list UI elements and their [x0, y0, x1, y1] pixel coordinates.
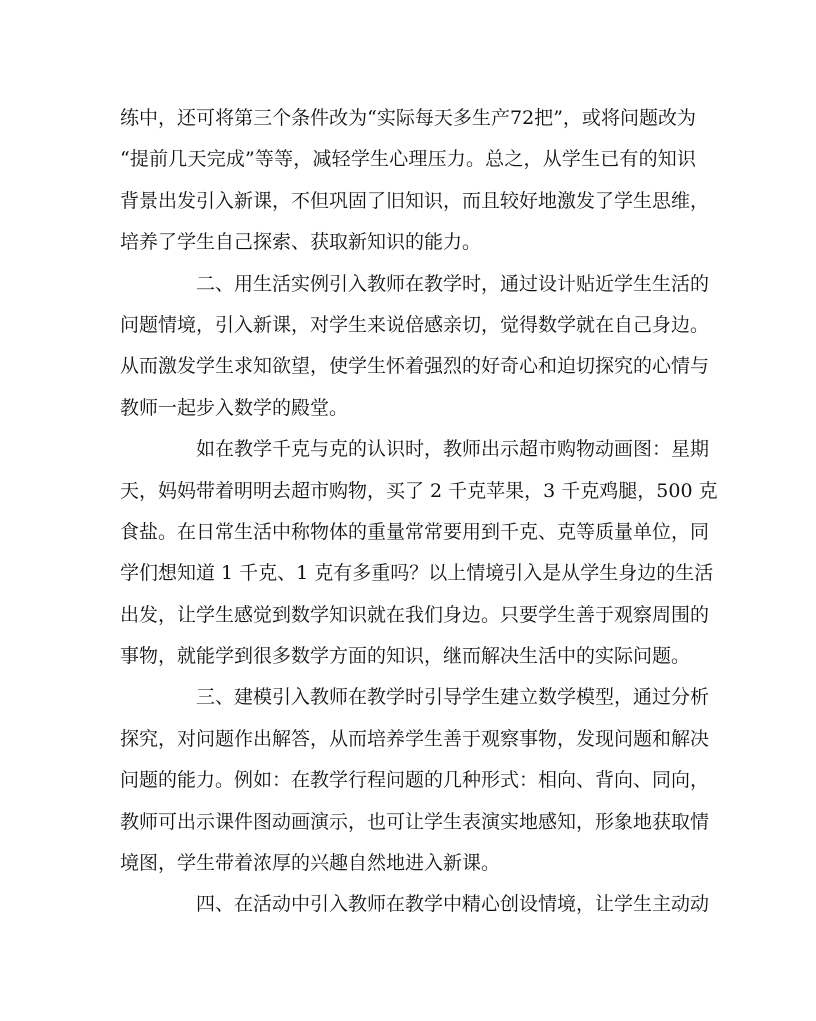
- text-line: 探究，对问题作出解答，从而培养学生善于观察事物，发现问题和解决: [120, 727, 710, 750]
- paragraph-4-first-line: 三、建模引入教师在教学时引导学生建立数学模型，通过分析: [196, 686, 710, 709]
- text-line: 教师可出示课件图动画演示，也可让学生表演实地感知，形象地获取情: [120, 810, 710, 833]
- text-line: 培养了学生自己探索、获取新知识的能力。: [120, 231, 482, 254]
- paragraph-3-first-line: 如在教学千克与克的认识时，教师出示超市购物动画图：星期: [196, 438, 710, 461]
- text-line: “提前几天完成”等等，减轻学生心理压力。总之，从学生已有的知识: [120, 148, 696, 171]
- text-line: 事物，就能学到很多数学方面的知识，继而解决生活中的实际问题。: [120, 645, 691, 668]
- text-line: 问题的能力。例如：在教学行程问题的几种形式：相向、背向、同向，: [120, 769, 710, 792]
- text-line: 境图，学生带着浓厚的兴趣自然地进入新课。: [120, 852, 501, 875]
- text-line: 问题情境，引入新课，对学生来说倍感亲切，觉得数学就在自己身边。: [120, 313, 710, 336]
- document-body: [120, 98, 718, 926]
- text-line: 食盐。在日常生活中称物体的重量常常要用到千克、克等质量单位，同: [120, 520, 710, 543]
- text-line: 天，妈妈带着明明去超市购物，买了 2 千克苹果，3 千克鸡腿，500 克: [120, 479, 718, 502]
- paragraph-2-first-line: 二、用生活实例引入教师在教学时，通过设计贴近学生生活的: [196, 272, 710, 295]
- text-line: 出发，让学生感觉到数学知识就在我们身边。只要学生善于观察周围的: [120, 603, 710, 626]
- text-line: 学们想知道 1 千克、1 克有多重吗？以上情境引入是从学生身边的生活: [120, 562, 714, 585]
- text-line: 从而激发学生求知欲望，使学生怀着强烈的好奇心和迫切探究的心情与: [120, 355, 710, 378]
- paragraph-5-first-line: 四、在活动中引入教师在教学中精心创设情境，让学生主动动: [196, 893, 710, 916]
- text-line: 背景出发引入新课，不但巩固了旧知识，而且较好地激发了学生思维，: [120, 189, 710, 212]
- text-line: 练中，还可将第三个条件改为“实际每天多生产72把”，或将问题改为: [120, 107, 696, 129]
- text-line: 教师一起步入数学的殿堂。: [120, 396, 349, 419]
